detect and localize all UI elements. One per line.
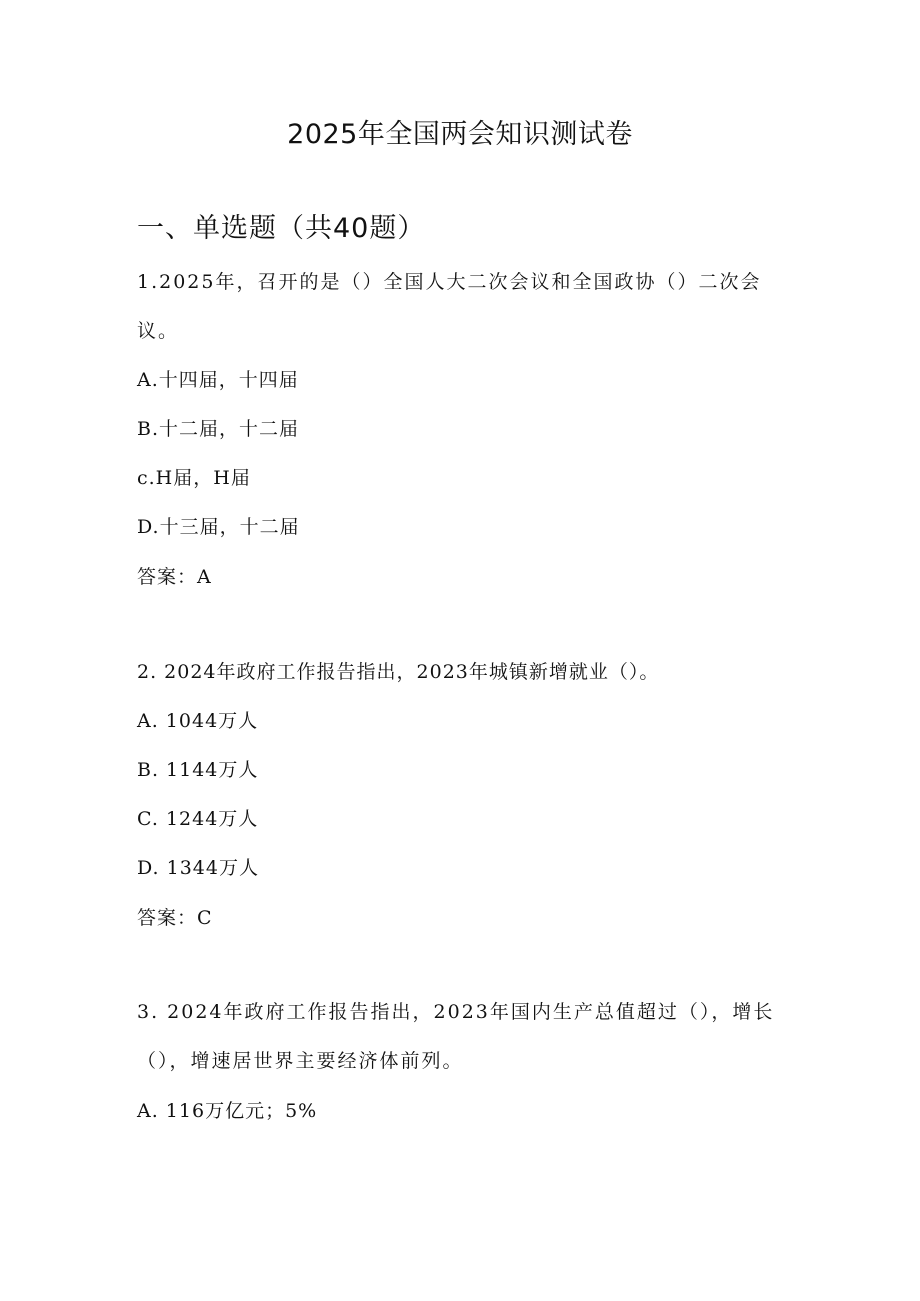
- question-2-option-d: D. 1344万人: [137, 857, 259, 879]
- question-1-option-a: A.十四届，十四届: [137, 369, 299, 391]
- question-1-option-c: c.H届，H届: [137, 467, 251, 489]
- question-1-option-d: D.十三届，十二届: [137, 516, 300, 538]
- question-3-option-a: A. 116万亿元；5%: [137, 1100, 318, 1122]
- document-title: 2025年全国两会知识测试卷: [287, 119, 633, 150]
- question-2-stem: 2. 2024年政府工作报告指出，2023年城镇新增就业（）。: [137, 661, 660, 683]
- question-2-option-a: A. 1044万人: [137, 710, 259, 732]
- question-2-answer: 答案：C: [137, 907, 213, 929]
- question-3-stem: 3. 2024年政府工作报告指出，2023年国内生产总值超过（），增长（），增速居世界主要经济体前列。: [137, 1001, 775, 1072]
- question-1-option-b: B.十二届，十二届: [137, 418, 300, 440]
- question-1-stem: 1.2025年，召开的是（）全国人大二次会议和全国政协（）二次会议。: [137, 271, 762, 342]
- question-2-option-c: C. 1244万人: [137, 808, 259, 830]
- question-2-option-b: B. 1144万人: [137, 759, 259, 781]
- question-1-answer: 答案：A: [137, 566, 212, 588]
- section-heading: 一、单选题（共40题）: [137, 213, 426, 244]
